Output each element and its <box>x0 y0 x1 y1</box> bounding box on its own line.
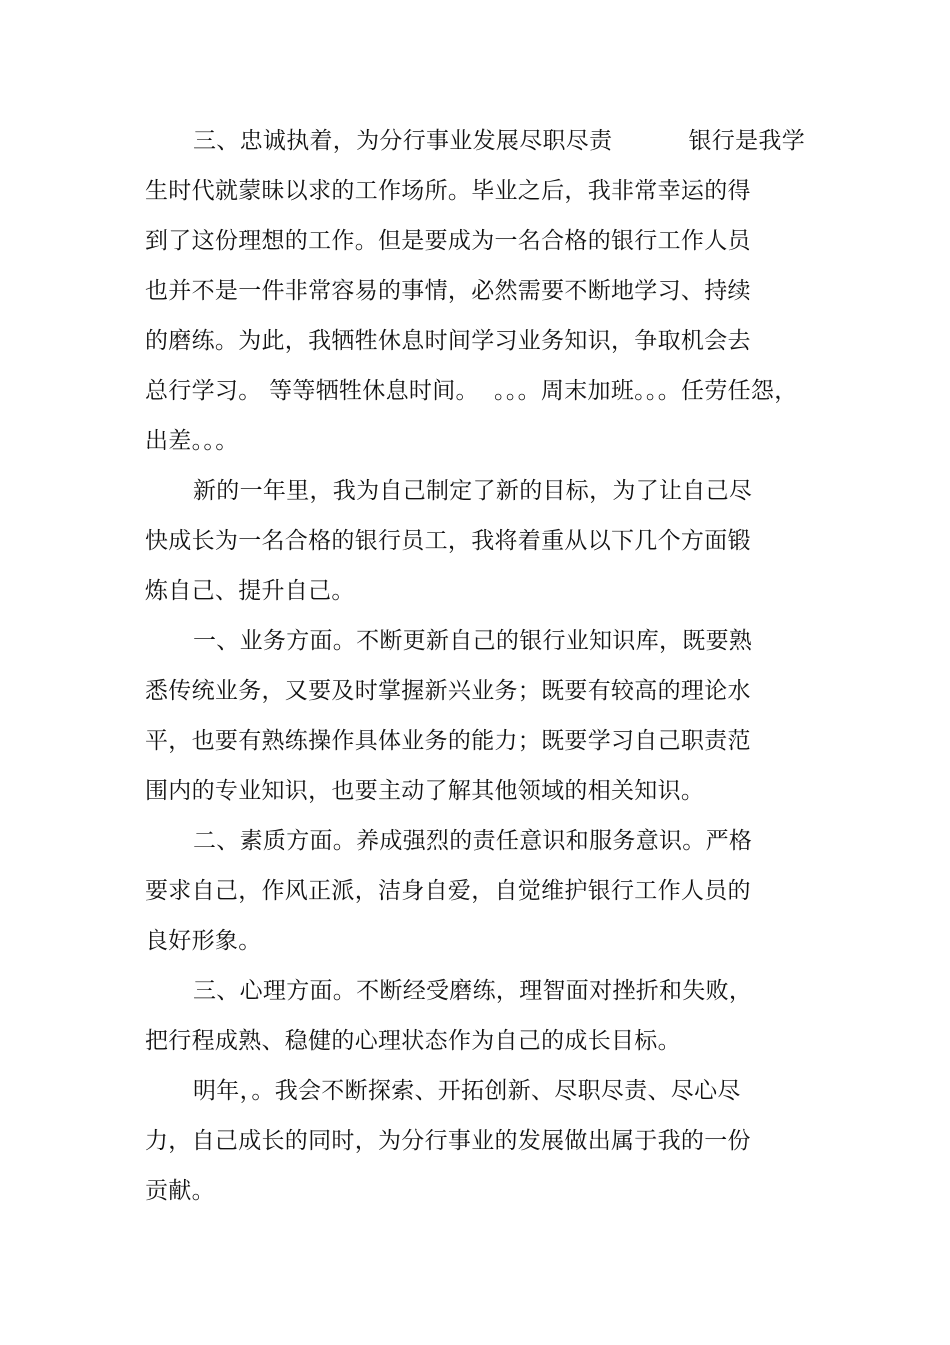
paragraph-line: 三、忠诚执着，为分行事业发展尽职尽责 银行是我学 <box>193 128 806 154</box>
paragraph-line: 明年，。我会不断探索、开拓创新、尽职尽责、尽心尽 <box>193 1078 741 1104</box>
paragraph-line: 出差。。。 <box>145 428 239 454</box>
paragraph-line: 悉传统业务，又要及时掌握新兴业务；既要有较高的理论水 <box>145 678 751 704</box>
paragraph-line: 生时代就蒙昧以求的工作场所。毕业之后，我非常幸运的得 <box>145 178 751 204</box>
paragraph-line: 围内的专业知识，也要主动了解其他领域的相关知识。 <box>145 778 705 804</box>
paragraph-line: 平，也要有熟练操作具体业务的能力；既要学习自己职责范 <box>145 728 751 754</box>
paragraph-line: 要求自己，作风正派，洁身自爱，自觉维护银行工作人员的 <box>145 878 751 904</box>
paragraph-line: 贡献。 <box>145 1178 215 1204</box>
paragraph-line: 二、素质方面。养成强烈的责任意识和服务意识。严格 <box>193 828 753 854</box>
paragraph-line: 的磨练。为此，我牺牲休息时间学习业务知识，争取机会去 <box>145 328 751 354</box>
paragraph-line: 总行学习。 等等牺牲休息时间。 。。。周末加班。。。任劳任怨， <box>145 378 798 404</box>
paragraph-line: 新的一年里，我为自己制定了新的目标，为了让自己尽 <box>193 478 753 504</box>
paragraph-line: 良好形象。 <box>145 928 262 954</box>
paragraph-line: 把行程成熟、稳健的心理状态作为自己的成长目标。 <box>145 1028 681 1054</box>
paragraph-line: 一、业务方面。不断更新自己的银行业知识库，既要熟 <box>193 628 753 654</box>
paragraph-line: 力，自己成长的同时，为分行事业的发展做出属于我的一份 <box>145 1128 751 1154</box>
paragraph-line: 也并不是一件非常容易的事情，必然需要不断地学习、持续 <box>145 278 751 304</box>
paragraph-line: 快成长为一名合格的银行员工，我将着重从以下几个方面锻 <box>145 528 751 554</box>
paragraph-line: 三、心理方面。不断经受磨练，理智面对挫折和失败， <box>193 978 753 1004</box>
paragraph-line: 炼自己、提升自己。 <box>145 578 355 604</box>
paragraph-line: 到了这份理想的工作。但是要成为一名合格的银行工作人员 <box>145 228 751 254</box>
